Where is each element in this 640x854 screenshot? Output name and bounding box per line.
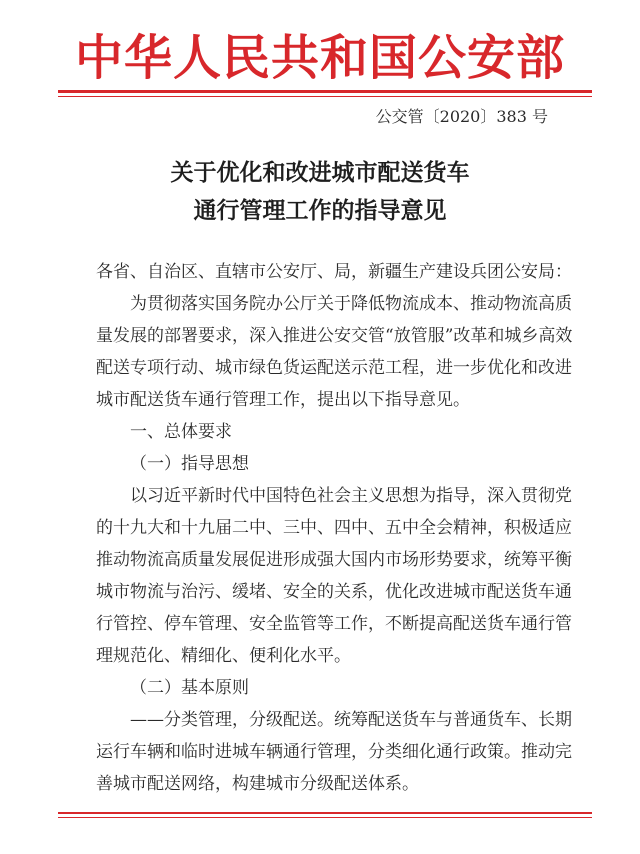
body-paragraph-line: 运行车辆和临时进城车辆通行管理，分类细化通行政策。推动完 [96, 742, 572, 762]
document-title-line-2: 通行管理工作的指导意见 [193, 197, 447, 224]
subsection-heading: （一）指导思想 [130, 454, 249, 474]
body-paragraph-line: ——分类管理，分级配送。统筹配送货车与普通货车、长期 [130, 710, 572, 730]
body-paragraph-line: 的十九大和十九届二中、三中、四中、五中全会精神，积极适应 [96, 518, 572, 538]
document-title-line-1: 关于优化和改进城市配送货车 [170, 159, 470, 186]
issuing-authority-header: 中华人民共和国公安部 [74, 30, 565, 86]
salutation-line: 各省、自治区、直辖市公安厅、局，新疆生产建设兵团公安局： [96, 262, 572, 282]
footer-red-rule-thin [58, 817, 592, 818]
body-paragraph-line: 城市配送货车通行管理工作，提出以下指导意见。 [96, 390, 470, 410]
body-paragraph-line: 善城市配送网络，构建城市分级配送体系。 [96, 774, 419, 794]
footer-red-rule-thick [58, 812, 592, 814]
body-paragraph-line: 配送专项行动、城市绿色货运配送示范工程，进一步优化和改进 [96, 358, 572, 378]
body-paragraph-line: 量发展的部署要求，深入推进公安交管“放管服”改革和城乡高效 [96, 326, 573, 346]
body-paragraph-line: 以习近平新时代中国特色社会主义思想为指导，深入贯彻党 [130, 486, 572, 506]
body-paragraph-line: 理规范化、精细化、便利化水平。 [96, 646, 351, 666]
header-red-rule-thick [58, 90, 592, 93]
body-paragraph-line: 为贯彻落实国务院办公厅关于降低物流成本、推动物流高质 [130, 294, 572, 314]
body-paragraph-line: 行管控、停车管理、安全监管等工作，不断提高配送货车通行管 [96, 614, 572, 634]
section-heading: 一、总体要求 [130, 422, 232, 442]
body-paragraph-line: 推动物流高质量发展促进形成强大国内市场形势要求，统筹平衡 [96, 550, 572, 570]
document-number: 公交管〔2020〕383 号 [375, 107, 548, 126]
header-red-rule-thin [58, 96, 592, 97]
body-paragraph-line: 城市物流与治污、缓堵、安全的关系，优化改进城市配送货车通 [96, 582, 572, 602]
subsection-heading: （二）基本原则 [130, 678, 249, 698]
